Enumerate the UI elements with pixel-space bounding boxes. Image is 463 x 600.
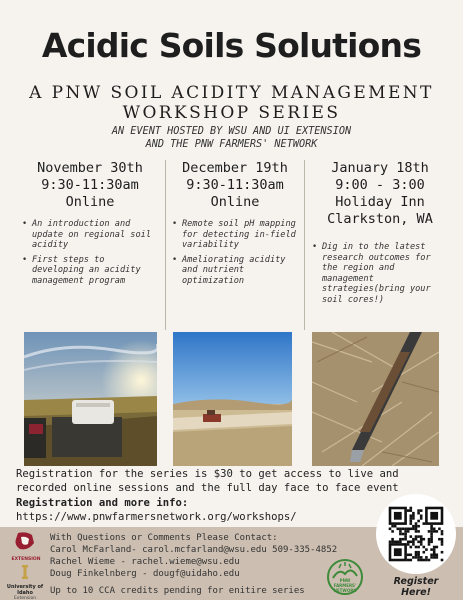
list-item: • An introduction and update on regional soil acidity: [22, 219, 151, 251]
session-location: Online: [210, 194, 260, 210]
qr-code-graphic: [376, 494, 456, 574]
session-date: December 19th: [182, 160, 288, 176]
register-here-label[interactable]: [376, 576, 456, 598]
session-date: January 18th: [331, 160, 429, 176]
photo-field-truck: [24, 332, 157, 466]
session-time: 9:30-11:30am: [186, 177, 284, 193]
registration-fee-text: Registration for the series is $30 to get access to live and recorded online sessions and the full day face to face event: [16, 468, 399, 494]
hosted-line-2: AND THE PNW FARMERS' NETWORK: [145, 138, 318, 150]
column-divider: [165, 160, 166, 330]
contact-block: [50, 532, 337, 580]
registration-info-label: Registration and more info:: [16, 497, 189, 509]
contact-heading: With Questions or Comments Please Contact:: [50, 533, 278, 543]
registration-url-link[interactable]: https://www.pnwfarmersnetwork.org/workshops/: [16, 511, 297, 523]
list-item: • Ameliorating acidity and nutrient optimization: [172, 254, 286, 286]
pnw-farmers-network-logo: [325, 558, 365, 596]
uidaho-extension-logo: [3, 564, 47, 598]
list-item: • Remote soil pH mapping for detecting in-field variability: [172, 219, 296, 251]
session-location-venue: Holiday Inn: [335, 194, 425, 210]
cca-credits-note: Up to 10 CCA credits pending for enitire series: [50, 586, 305, 596]
list-item: • Dig in to the latest research outcomes for the region and management strategies(bring your soil cores!): [312, 242, 431, 305]
session-november: [20, 160, 160, 291]
hosted-line-1: AN EVENT HOSTED BY WSU AND UI EXTENSION: [111, 126, 352, 137]
session-time: 9:00 - 3:00: [335, 177, 425, 193]
list-item: • First steps to developing an acidity management program: [22, 254, 141, 286]
column-divider: [304, 160, 305, 330]
pnw-logo-text-2: FARMERS': [333, 583, 357, 588]
photo-field-tractor: [173, 332, 292, 466]
subtitle-line-1: A PNW SOIL ACIDITY MANAGEMENT: [29, 83, 434, 103]
session-topics: [20, 219, 160, 287]
contact-carol: Carol McFarland- carol.mcfarland@wsu.edu 509-335-4852: [50, 545, 338, 555]
session-time: 9:30-11:30am: [41, 177, 139, 193]
uidaho-logo-text: University of Idaho: [6, 584, 44, 596]
uidaho-logo-sub: Extension: [13, 596, 37, 600]
contact-rachel: Rachel Wieme - rachel.wieme@wsu.edu: [50, 557, 240, 567]
page-title: Acidic Soils Solutions: [41, 26, 422, 65]
register-label-line-1: Register: [393, 576, 439, 587]
photo-soil-probe: [312, 332, 439, 466]
contact-doug: Doug Finkelnberg - dougf@uidaho.edu: [50, 569, 240, 579]
wsu-extension-logo: [6, 531, 46, 561]
session-topics: [310, 242, 450, 306]
session-location-city: Clarkston, WA: [327, 211, 433, 227]
subtitle: [0, 83, 463, 123]
subtitle-line-2: WORKSHOP SERIES: [122, 103, 341, 123]
hosted-by-text: [0, 126, 463, 151]
session-location: Online: [65, 194, 115, 210]
registration-qr-code[interactable]: [376, 494, 456, 574]
session-date: November 30th: [37, 160, 143, 176]
register-label-line-2: Here!: [401, 587, 431, 598]
pnw-logo-text-3: NETWORK: [333, 588, 357, 593]
session-topics: [170, 219, 300, 287]
session-january: [310, 160, 450, 310]
pnw-logo-text-1: PNW: [339, 578, 351, 583]
session-december: [170, 160, 300, 291]
wsu-logo-text: EXTENSION: [11, 557, 41, 562]
